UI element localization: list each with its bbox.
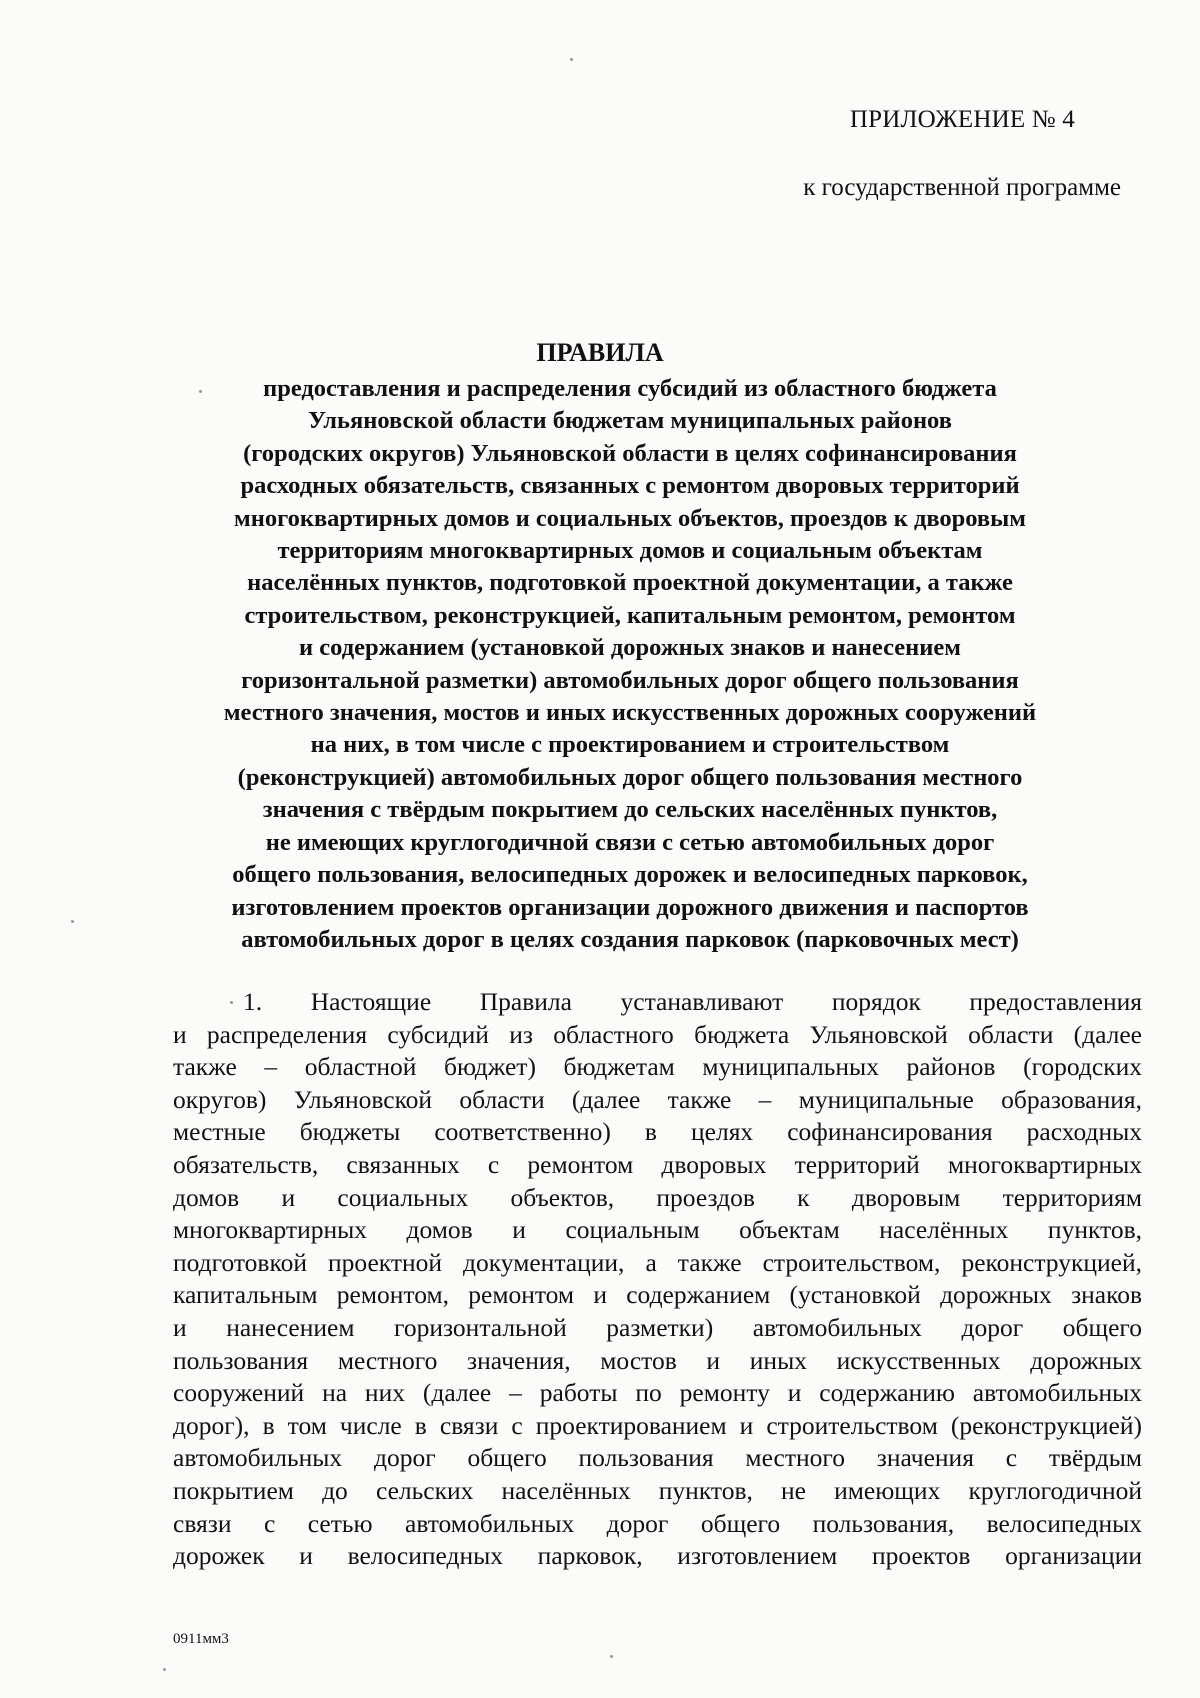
subheading-line: изготовлением проектов организации дорожного движения и паспортов bbox=[231, 893, 1029, 921]
paragraph-line: местные бюджеты соответственно) в целях софинансирования расходных bbox=[173, 1117, 1142, 1147]
subheading-line: горизонтальной разметки) автомобильных дорог общего пользования bbox=[241, 666, 1019, 694]
scan-speck bbox=[230, 1001, 233, 1004]
paragraph-line: домов и социальных объектов, проездов к дворовым территориям bbox=[173, 1182, 1142, 1212]
subheading-line: местного значения, мостов и иных искусственных дорожных сооружений bbox=[223, 699, 1037, 727]
subheading-line: не имеющих круглогодичной связи с сетью автомобильных дорог bbox=[265, 828, 995, 856]
subheading-line: строительством, реконструкцией, капитальным ремонтом, ремонтом bbox=[244, 601, 1016, 629]
subheading-line: предоставления и распределения субсидий из областного бюджета bbox=[263, 375, 997, 402]
paragraph-line: сооружений на них (далее – работы по ремонту и содержанию автомобильных bbox=[173, 1378, 1142, 1408]
subheading-line: территориям многоквартирных домов и социальным объектам bbox=[277, 537, 983, 565]
rules-heading: ПРАВИЛА bbox=[536, 338, 664, 367]
scan-speck bbox=[199, 390, 202, 393]
subheading-line: населённых пунктов, подготовкой проектной документации, а также bbox=[247, 569, 1013, 597]
paragraph-line: обязательств, связанных с ремонтом дворовых территорий многоквартирных bbox=[173, 1149, 1142, 1179]
paragraph-line: многоквартирных домов и социальным объектам населённых пунктов, bbox=[173, 1215, 1142, 1245]
subheading-line: значения с твёрдым покрытием до сельских населённых пунктов, bbox=[262, 796, 998, 824]
paragraph-line: и нанесением горизонтальной разметки) автомобильных дорог общего bbox=[173, 1312, 1142, 1342]
paragraph-line: подготовкой проектной документации, а также строительством, реконструкцией, bbox=[173, 1247, 1142, 1277]
subheading-line: (городских округов) Ульяновской области в целях софинансирования bbox=[243, 439, 1017, 467]
paragraph-line: дорожек и велосипедных парковок, изготовлением проектов организации bbox=[173, 1541, 1142, 1571]
subheading-line: Ульяновской области бюджетам муниципальных районов bbox=[308, 407, 952, 435]
paragraph-line: покрытием до сельских населённых пунктов, не имеющих круглогодичной bbox=[173, 1475, 1142, 1505]
paragraph-line: автомобильных дорог общего пользования местного значения с твёрдым bbox=[173, 1443, 1142, 1473]
paragraph-line: также – областной бюджет) бюджетам муниципальных районов (городских bbox=[173, 1052, 1142, 1082]
subheading-line: многоквартирных домов и социальных объектов, проездов к дворовым bbox=[234, 504, 1026, 532]
paragraph-line: 1. Настоящие Правила устанавливают порядок предоставления bbox=[243, 987, 1142, 1016]
subheading-line: на них, в том числе с проектированием и строительством bbox=[310, 731, 950, 759]
paragraph-line: дорог), в том числе в связи с проектированием и строительством (реконструкцией) bbox=[173, 1410, 1142, 1440]
paragraph-line: и распределения субсидий из областного бюджета Ульяновской области (далее bbox=[173, 1019, 1142, 1049]
scan-speck bbox=[163, 1668, 166, 1671]
scan-speck bbox=[570, 58, 573, 61]
paragraph-line: округов) Ульяновской области (далее также – муниципальные образования, bbox=[173, 1084, 1142, 1114]
paragraph-line: связи с сетью автомобильных дорог общего пользования, велосипедных bbox=[173, 1508, 1142, 1538]
subheading-line: общего пользования, велосипедных дорожек и велосипедных парковок, bbox=[232, 861, 1028, 889]
paragraph-line: капитальным ремонтом, ремонтом и содержанием (установкой дорожных знаков bbox=[173, 1280, 1142, 1310]
rules-subheading bbox=[160, 373, 1100, 956]
subheading-line: и содержанием (установкой дорожных знаков и нанесением bbox=[299, 634, 961, 662]
annex-subtitle: к государственной программе bbox=[803, 174, 1121, 201]
scan-speck bbox=[71, 920, 74, 923]
subheading-line: расходных обязательств, связанных с ремонтом дворовых территорий bbox=[240, 472, 1020, 500]
subheading-line: (реконструкцией) автомобильных дорог общего пользования местного bbox=[237, 763, 1023, 791]
paragraph-1 bbox=[173, 986, 1142, 1573]
subheading-line: автомобильных дорог в целях создания парковок (парковочных мест) bbox=[241, 925, 1019, 953]
annex-title: ПРИЛОЖЕНИЕ № 4 bbox=[849, 106, 1075, 133]
scan-speck bbox=[610, 1655, 613, 1658]
paragraph-line: пользования местного значения, мостов и иных искусственных дорожных bbox=[173, 1345, 1142, 1375]
page-code: 0911мм3 bbox=[173, 1631, 229, 1647]
